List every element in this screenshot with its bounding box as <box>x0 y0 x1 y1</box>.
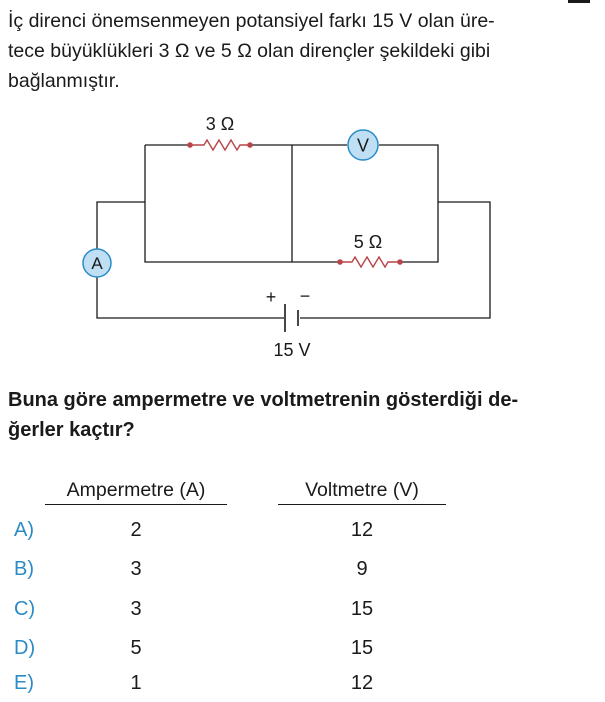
option-letter: A) <box>14 519 34 541</box>
header-rule-ammeter <box>45 504 227 505</box>
option-ammeter-value: 2 <box>130 519 142 541</box>
option-letter: B) <box>14 558 34 580</box>
answer-option-a[interactable] <box>0 519 605 549</box>
battery-icon <box>285 304 298 332</box>
option-letter: E) <box>14 672 34 694</box>
voltmeter-icon <box>348 130 378 160</box>
option-ammeter-value: 1 <box>130 672 142 694</box>
prompt-line-1: Buna göre ampermetre ve voltmetrenin gösterdiği de- <box>8 389 519 411</box>
stem-line-3: bağlanmıştır. <box>8 70 120 92</box>
option-voltmeter-value: 9 <box>356 558 368 580</box>
option-voltmeter-value: 15 <box>350 637 374 659</box>
column-header-ammeter: Ampermetre (A) <box>66 479 206 501</box>
wire-left-top <box>97 202 145 250</box>
wire-right <box>300 202 490 318</box>
stem-line-2: tece büyüklükleri 3 Ω ve 5 Ω olan dirençler şekildeki gibi <box>8 40 491 62</box>
answer-option-e[interactable] <box>0 672 605 702</box>
prompt-line-2: ğerler kaçtır? <box>8 419 135 441</box>
option-ammeter-value: 3 <box>130 558 142 580</box>
question-stem <box>8 6 598 96</box>
voltmeter-symbol: V <box>356 135 370 156</box>
answer-option-d[interactable] <box>0 637 605 667</box>
answer-option-c[interactable] <box>0 598 605 628</box>
option-ammeter-value: 3 <box>130 598 142 620</box>
battery-plus: + <box>265 287 277 307</box>
circuit-diagram <box>0 105 605 370</box>
option-voltmeter-value: 12 <box>350 672 374 694</box>
resistor-3-ohm <box>187 140 253 150</box>
top-edge-mark <box>568 0 590 3</box>
battery-minus: − <box>299 286 311 306</box>
question-prompt <box>8 385 603 445</box>
option-voltmeter-value: 15 <box>350 598 374 620</box>
resistor-5-label: 5 Ω <box>353 232 383 252</box>
wire-left-bottom <box>97 276 284 318</box>
option-letter: D) <box>14 637 36 659</box>
resistor-3-label: 3 Ω <box>205 114 235 134</box>
ammeter-icon <box>83 249 111 277</box>
stem-line-1: İç direnci önemsenmeyen potansiyel farkı 15 V olan üre- <box>8 10 495 32</box>
header-rule-voltmeter <box>278 504 446 505</box>
ammeter-symbol: A <box>91 254 103 273</box>
answer-option-b[interactable] <box>0 558 605 588</box>
resistor-5-ohm <box>337 257 403 267</box>
wire-inner-left <box>145 145 338 262</box>
option-letter: C) <box>14 598 36 620</box>
battery-label: 15 V <box>273 340 311 360</box>
option-voltmeter-value: 12 <box>350 519 374 541</box>
column-header-voltmeter: Voltmetre (V) <box>305 479 419 501</box>
option-ammeter-value: 5 <box>130 637 142 659</box>
